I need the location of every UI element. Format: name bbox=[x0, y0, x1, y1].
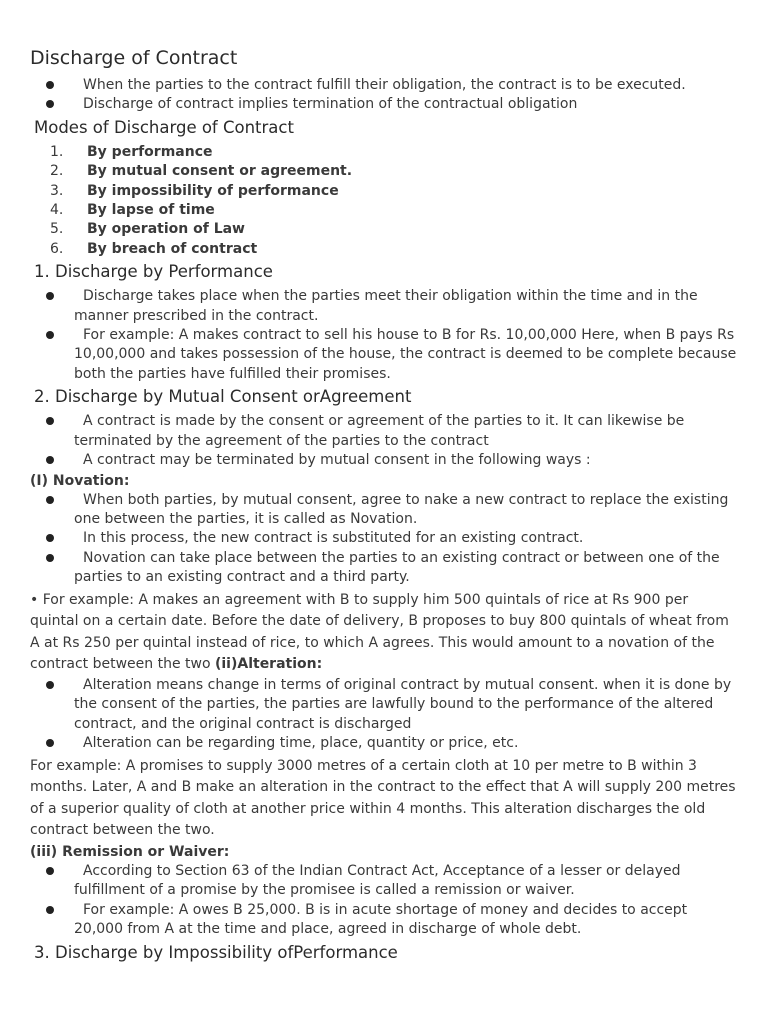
section-2-heading: 2. Discharge by Mutual Consent orAgreement bbox=[34, 387, 412, 407]
modes-heading: Modes of Discharge of Contract bbox=[34, 117, 294, 137]
bullet-icon bbox=[46, 534, 54, 542]
bullet-icon bbox=[46, 867, 54, 875]
list-item: Novation can take place between the parties to an existing contract or between one of the parties to an existing contract and a third party. bbox=[30, 549, 738, 588]
page-title: Discharge of Contract bbox=[30, 47, 238, 69]
remission-heading: (iii) Remission or Waiver: bbox=[30, 843, 230, 860]
bullet-icon bbox=[46, 739, 54, 747]
novation-bullets bbox=[30, 491, 738, 588]
list-item: For example: A makes contract to sell his house to B for Rs. 10,00,000 Here, when B pays Rs 10,00,000 and takes possession of the house, the contract is deemed to be complete because both the parties have fulfilled their promises. bbox=[30, 326, 738, 384]
section-3-heading: 3. Discharge by Impossibility ofPerformance bbox=[34, 942, 398, 962]
bullet-icon bbox=[46, 292, 54, 300]
alteration-bullets bbox=[30, 676, 738, 754]
section-1-heading: 1. Discharge by Performance bbox=[34, 262, 273, 282]
list-item: When the parties to the contract fulfill their obligation, the contract is to be executed. bbox=[30, 76, 738, 95]
mode-item: 5. By operation of Law bbox=[50, 221, 245, 238]
list-item: Discharge of contract implies termination of the contractual obligation bbox=[30, 95, 738, 114]
list-item: Alteration can be regarding time, place, quantity or price, etc. bbox=[30, 734, 738, 753]
alteration-heading: (ii)Alteration: bbox=[214, 656, 323, 673]
mode-item: 3. By impossibility of performance bbox=[50, 182, 339, 199]
bullet-icon bbox=[46, 496, 54, 504]
list-item: For example: A owes B 25,000. B is in acute shortage of money and decides to accept 20,000 from A at the time and place, agreed in discharge of whole debt. bbox=[30, 901, 738, 940]
mode-item: 1. By performance bbox=[50, 143, 213, 160]
mode-item: 6. By breach of contract bbox=[50, 240, 258, 257]
list-item: According to Section 63 of the Indian Contract Act, Acceptance of a lesser or delayed fulfillment of a promise by the promisee is called a remission or waiver. bbox=[30, 862, 738, 901]
list-item: Discharge takes place when the parties meet their obligation within the time and in the manner prescribed in the contract. bbox=[30, 287, 738, 326]
intro-bullet-list bbox=[30, 76, 738, 115]
list-item: A contract may be terminated by mutual consent in the following ways : bbox=[30, 451, 738, 470]
section-2-bullets bbox=[30, 412, 738, 470]
novation-example: • For example: A makes an agreement with B to supply him 500 quintals of rice at Rs 900 per quintal on a certain date. Before the date of delivery, B proposes to buy 800 quintals of wheat from A at Rs 250 per quintal instead of rice, to which A agrees. This would amount to a novation of the contract between the two (ii)Alteration: bbox=[30, 591, 729, 673]
alteration-example: For example: A promises to supply 3000 metres of a certain cloth at 10 per metre to B within 3 months. Later, A and B make an alteration in the contract to the effect that A will supply 200 metres of a superior quality of cloth at another price within 4 months. This alteration discharges the old contract between the two. bbox=[30, 757, 736, 839]
bullet-icon bbox=[46, 417, 54, 425]
bullet-icon bbox=[46, 100, 54, 108]
list-item: Alteration means change in terms of original contract by mutual consent. when it is done by the consent of the parties, the parties are lawfully bound to the performance of the altered contract, and the original contract is discharged bbox=[30, 676, 738, 734]
list-item: A contract is made by the consent or agreement of the parties to it. It can likewise be terminated by the agreement of the parties to the contract bbox=[30, 412, 738, 451]
bullet-icon bbox=[46, 331, 54, 339]
novation-heading: (I) Novation: bbox=[30, 472, 130, 489]
list-item: In this process, the new contract is substituted for an existing contract. bbox=[30, 529, 738, 548]
bullet-icon bbox=[46, 681, 54, 689]
list-item: When both parties, by mutual consent, agree to nake a new contract to replace the existing one between the parties, it is called as Novation. bbox=[30, 491, 738, 530]
bullet-icon bbox=[46, 554, 54, 562]
bullet-icon bbox=[46, 456, 54, 464]
mode-item: 4. By lapse of time bbox=[50, 202, 215, 219]
mode-item: 2. By mutual consent or agreement. bbox=[50, 163, 353, 180]
section-1-bullets bbox=[30, 287, 738, 384]
modes-list bbox=[30, 143, 738, 259]
bullet-icon bbox=[46, 906, 54, 914]
remission-bullets bbox=[30, 862, 738, 940]
bullet-icon bbox=[46, 81, 54, 89]
